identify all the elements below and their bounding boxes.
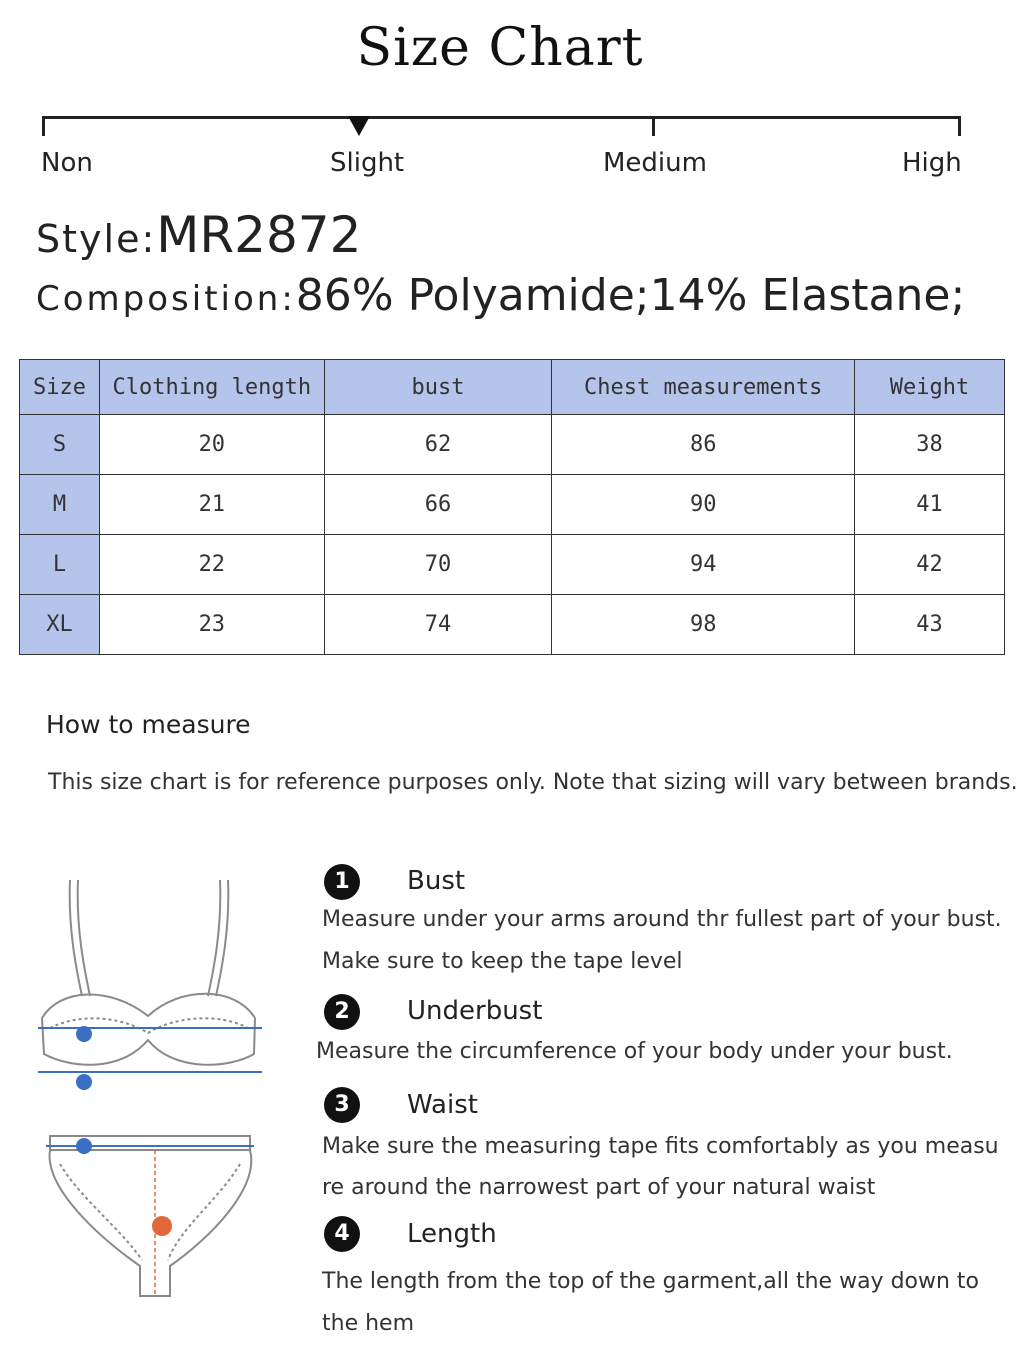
scale-tick-medium: [652, 116, 655, 136]
cell-bust: 70: [324, 535, 552, 595]
page-title: Size Chart: [356, 18, 644, 78]
scale-pointer-icon: [348, 116, 370, 136]
cell-weight: 43: [855, 595, 1005, 655]
cell-clothing-length: 23: [99, 595, 324, 655]
cell-weight: 41: [855, 475, 1005, 535]
scale-tick-high: [958, 116, 961, 136]
cell-bust: 66: [324, 475, 552, 535]
header-clothing-length: Clothing length: [99, 360, 324, 415]
step-text-line: Measure the circumference of your body under your bust.: [316, 1039, 953, 1064]
cell-chest: 98: [552, 595, 855, 655]
style-line: [36, 206, 361, 264]
cell-bust: 74: [324, 595, 552, 655]
garment-illustration: [30, 868, 280, 1312]
composition-line: [36, 270, 965, 321]
step-text-line: The length from the top of the garment,all the way down to: [322, 1269, 980, 1294]
cell-size: L: [20, 535, 100, 595]
step-number-4-icon: 4: [324, 1216, 360, 1252]
bikini-diagram-icon: [30, 868, 280, 1308]
composition-value: 86% Polyamide;14% Elastane;: [295, 270, 966, 321]
how-to-measure-title: How to measure: [46, 710, 251, 739]
table-row: [20, 595, 1005, 655]
step-text-line: re around the narrowest part of your natural waist: [322, 1175, 876, 1200]
step-text-line: Measure under your arms around thr fullest part of your bust.: [322, 907, 1002, 932]
step-title-bust: Bust: [407, 866, 466, 896]
cell-chest: 94: [552, 535, 855, 595]
step-number-2-icon: 2: [324, 994, 360, 1030]
header-bust: bust: [324, 360, 552, 415]
scale-label-slight: Slight: [330, 148, 405, 178]
header-chest-measurements: Chest measurements: [552, 360, 855, 415]
how-to-measure-note: This size chart is for reference purposes only. Note that sizing will vary between brands.: [48, 770, 1018, 795]
style-label: Style:: [36, 217, 157, 261]
style-value: MR2872: [156, 206, 362, 264]
scale-label-non: Non: [41, 148, 93, 178]
table-header-row: [20, 360, 1005, 415]
step-number-1-icon: 1: [324, 864, 360, 900]
scale-label-medium: Medium: [603, 148, 707, 178]
cell-size: M: [20, 475, 100, 535]
cell-weight: 42: [855, 535, 1005, 595]
cell-clothing-length: 22: [99, 535, 324, 595]
cell-weight: 38: [855, 415, 1005, 475]
cell-size: S: [20, 415, 100, 475]
step-title-length: Length: [407, 1219, 497, 1249]
step-number-3-icon: 3: [324, 1087, 360, 1123]
step-text-line: Make sure the measuring tape fits comfortably as you measu: [322, 1134, 999, 1159]
cell-size: XL: [20, 595, 100, 655]
table-row: [20, 535, 1005, 595]
cell-chest: 86: [552, 415, 855, 475]
cell-clothing-length: 21: [99, 475, 324, 535]
table-row: [20, 475, 1005, 535]
scale-line: [42, 116, 961, 119]
cell-clothing-length: 20: [99, 415, 324, 475]
header-weight: Weight: [855, 360, 1005, 415]
step-title-waist: Waist: [407, 1090, 478, 1120]
size-table: [19, 359, 1005, 655]
scale-label-high: High: [902, 148, 962, 178]
cell-chest: 90: [552, 475, 855, 535]
step-text-line: the hem: [322, 1311, 415, 1336]
scale-tick-non: [42, 116, 45, 136]
header-size: Size: [20, 360, 100, 415]
composition-label: Composition:: [36, 279, 296, 319]
step-text-line: Make sure to keep the tape level: [322, 949, 683, 974]
step-title-underbust: Underbust: [407, 996, 543, 1026]
cell-bust: 62: [324, 415, 552, 475]
table-row: [20, 415, 1005, 475]
